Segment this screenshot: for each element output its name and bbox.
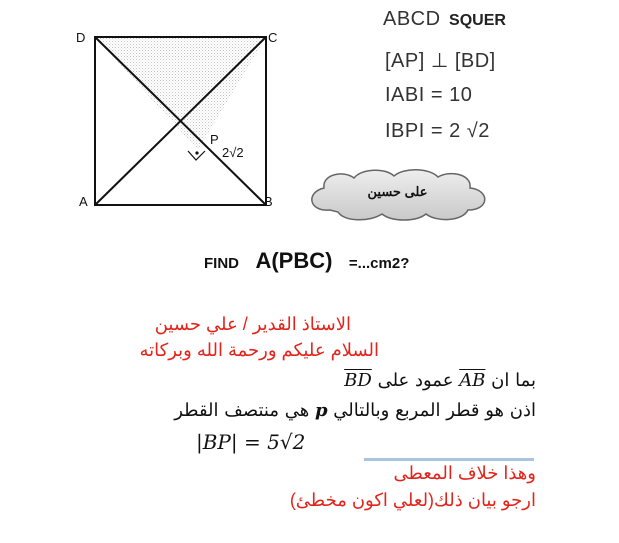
vertex-label-c: C: [268, 30, 278, 45]
reply-line-1: [344, 370, 536, 391]
square-word: SQUER: [449, 12, 506, 29]
square-figure: [70, 20, 290, 220]
reply-line-3: وهذا خلاف المعطى: [393, 463, 536, 483]
underline-bar: [364, 458, 534, 461]
shaded-triangle-dpc: [95, 37, 266, 150]
reply-line1-mid: عمود على: [377, 370, 454, 391]
find-expression: A(PBC): [255, 248, 333, 273]
given-perpendicular: [AP] ⊥ [BD]: [385, 50, 496, 72]
given-square: [383, 8, 506, 31]
reply-line1-pre: بما ان: [491, 370, 536, 391]
reply-greeting-2: السلام عليكم ورحمة الله وبركاته: [139, 340, 379, 360]
reply-line-2: [174, 400, 536, 421]
point-label-p: P: [210, 132, 219, 147]
vertex-label-d: D: [76, 30, 86, 45]
vertex-label-a: A: [79, 194, 88, 209]
segment-bd: BD: [344, 370, 372, 391]
find-suffix: =...cm2?: [348, 255, 410, 272]
square-name: ABCD: [383, 8, 441, 30]
reply-line2-b: هي منتصف القطر: [174, 400, 310, 421]
given-bp-length: IBPI = 2 √2: [385, 120, 490, 142]
segment-ab: AB: [459, 370, 486, 391]
find-question: [204, 248, 409, 274]
reply-line2-a: اذن هو قطر المربع وبالتالي: [333, 400, 536, 421]
given-ab-length: IABI = 10: [385, 84, 473, 106]
cloud-text: على حسين: [367, 184, 428, 199]
reply-line-4: ارجو بيان ذلك(لعلي اكون مخطئ): [289, 490, 536, 510]
bp-length-label: 2√2: [222, 145, 244, 160]
reply-greeting-1: الاستاذ القدير / علي حسين: [154, 314, 351, 334]
vertex-label-b: B: [264, 194, 273, 209]
find-prefix: FIND: [204, 255, 239, 272]
reply-formula: |BP| = 5√2: [196, 430, 306, 454]
reply-line2-p: p: [314, 400, 328, 421]
right-angle-dot: [195, 151, 198, 154]
